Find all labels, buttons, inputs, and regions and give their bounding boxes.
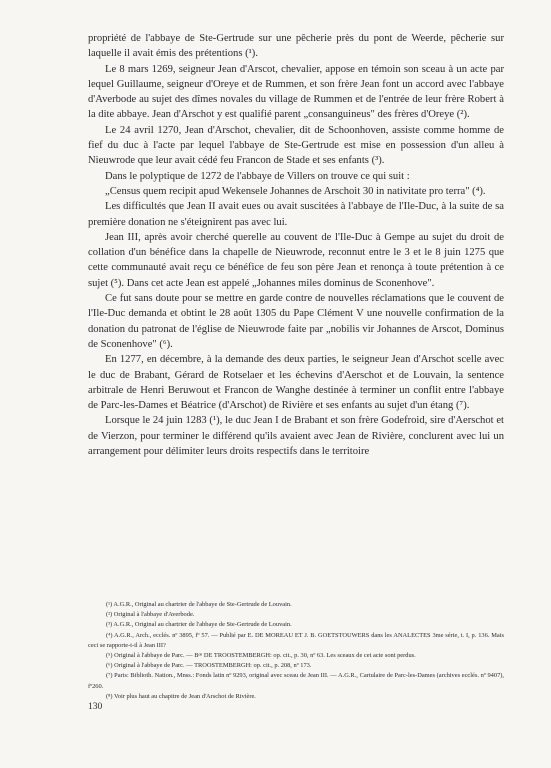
paragraph: propriété de l'abbaye de Ste-Gertrude sur une pêcherie près du pont de Weerde, pêcherie sur laquelle il avait émis des prétentions (¹). — [88, 33, 504, 60]
paragraph: Les difficultés que Jean II avait eues ou avait suscitées à l'abbaye de l'Ile-Duc, à la suite de sa première donation ne s'éteignirent pas avec lui. — [88, 201, 504, 228]
footnote: (⁸) Voir plus haut au chapitre de Jean d'Arschot de Rivière. — [106, 692, 256, 700]
footnote: (⁷) Paris: Biblioth. Nation., Mnss.: Fonds latin nº 9293, original avec sceau de Jean III. — A.G.R., Cartulaire de Parc-les-Dames (archives ecclés. nº 9407), fº260. — [88, 672, 504, 690]
paragraph: Le 24 avril 1270, Jean d'Arschot, chevalier, dit de Schoonhoven, assiste comme homme de fief du duc à l'acte par lequel l'abbaye de Ste-Gertrude est mise en possession d'un alleu à Nieuwrode que leur avait cédé feu Francon de Stade et ses enfants (³). — [88, 124, 504, 167]
paragraph: Jean III, après avoir cherché querelle au couvent de l'Ile-Duc à Gempe au sujet du droit de collation d'un bénéfice dans la chapelle de Nieuwrode, reconnut entre le 3 et le 8 juin 1275 que cette communauté avait reçu ce bénéfice de feu son père Jean et renonça à toute prétention à ce sujet (⁵). Dans cet acte Jean est appelé „Johannes miles dominus de Sconenhove". — [88, 231, 504, 289]
footnote: (¹) A.G.R., Original au chartrier de l'abbaye de Ste-Gertrude de Louvain. — [106, 601, 292, 608]
body-text — [88, 31, 504, 459]
paragraph: Lorsque le 24 juin 1283 (¹), le duc Jean I de Brabant et son frère Godefroid, sire d'Aerschot et de Vierzon, pour terminer le différend qu'ils avaient avec Jean de Rivière, conclurent avec lui un arrangement pour délimiter leurs droits respectifs dans le territoire — [88, 415, 504, 458]
footnote: (²) Original à l'abbaye d'Averbode. — [106, 611, 195, 619]
paragraph: Dans le polyptique de 1272 de l'abbaye de Villers on trouve ce qui suit : — [105, 170, 410, 182]
quote-paragraph: „Census quem recipit apud Wekensele Johannes de Arschoit 30 in nativitate pro terra" (⁴). — [105, 185, 486, 197]
footnote: (³) A.G.R., Original au chartrier de l'abbaye de Ste-Gertrude de Louvain. — [106, 621, 292, 629]
page-number: 130 — [88, 702, 103, 712]
footnote: (⁶) Original à l'abbaye de Parc. — TROOSTEMBERGH: op. cit., p. 208, nº 173. — [106, 662, 312, 670]
paragraph: En 1277, en décembre, à la demande des deux parties, le seigneur Jean d'Arschot scelle avec le duc de Brabant, Gérard de Rotselaer et les échevins d'Aerschot et de Louvain, la sentence arbitrale de Henri Beruwout et Francon de Wanghe destinée à terminer un conflit entre l'abbaye de Parc-les-Dames et Béatrice (d'Arschot) de Rivière et ses enfants au sujet d'un étang (⁷). — [88, 354, 504, 412]
footnote: (⁵) Original à l'abbaye de Parc. — Bᵒⁿ DE TROOSTEMBERGH: op. cit., p. 30, nº 63. Les sceaux de cet acte sont perdus. — [106, 652, 416, 660]
paragraph: Le 8 mars 1269, seigneur Jean d'Arscot, chevalier, appose en témoin son sceau à un acte par lequel Guillaume, seigneur d'Oreye et de Rummen, et son frère Jean font un accord avec l'abbaye d'Averbode au sujet des dîmes novales du village de Rummen et de l'entrée de leur frère Robert à la dite abbaye. Jean d'Arschot y est qualifié parent „consanguineus" des frères d'Oreye (²). — [88, 63, 504, 121]
footnote: (⁴) A.G.R., Arch., ecclés. nº 3895, fº 57. — Publié par E. DE MOREAU ET J. B. GOETSTOUWERS dans les ANALECTES 3me série, t. I, p. 136. Mais ceci se rapporte-t-il à Jean III? — [88, 631, 504, 649]
footnotes — [88, 600, 504, 702]
paragraph: Ce fut sans doute pour se mettre en garde contre de nouvelles réclamations que le couvent de l'Ile-Duc demanda et obtint le 28 août 1305 du Pape Clément V une nouvelle confirmation de la donation du patronat de l'église de Nieuwrode faite par „nobilis vir Johannes de Arscot, Dominus de Sconenhove" (⁶). — [88, 293, 504, 350]
